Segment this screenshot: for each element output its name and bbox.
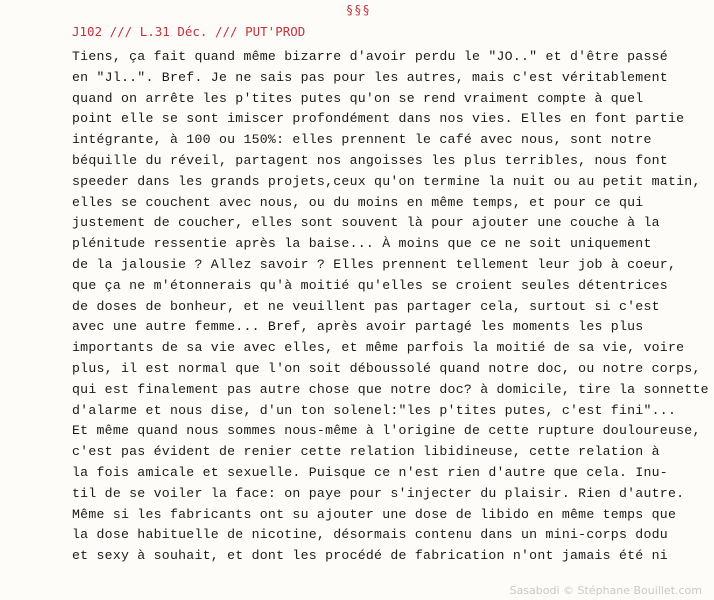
text-line: qui est finalement pas autre chose que notre doc? à domicile, tire la sonnette <box>72 381 709 397</box>
text-line: plus, il est normal que l'on soit déboussolé quand notre doc, ou notre corps, <box>72 360 701 376</box>
text-line: que ça ne m'étonnerais qu'à moitié qu'elles se croient seules détentrices <box>72 277 668 293</box>
text-line: béquille du réveil, partagent nos angoisses les plus terribles, nous font <box>72 152 668 168</box>
text-line: Même si les fabricants ont su ajouter une dose de libido en même temps que <box>72 506 677 522</box>
text-line: d'alarme et nous dise, d'un ton solenel:"les p'tites putes, c'est fini"... <box>72 402 677 418</box>
text-line: speeder dans les grands projets,ceux qu'on termine la nuit ou au petit matin, <box>72 173 701 189</box>
text-line: Tiens, ça fait quand même bizarre d'avoir perdu le "JO.." et d'être passé <box>72 49 668 64</box>
text-line: intégrante, à 100 ou 150%: elles prennent le café avec nous, sont notre <box>72 132 652 148</box>
body-text <box>72 47 709 567</box>
text-line: importants de sa vie avec elles, et même parfois la moitié de sa vie, voire <box>72 340 685 356</box>
text-line: plénitude ressentie après la baise... À moins que ce ne soit uniquement <box>72 236 652 252</box>
watermark-text: Sasabodi © Stéphane Bouillet.com <box>509 584 702 597</box>
text-line: et sexy à souhait, et dont les procédé de fabrication n'ont jamais été ni <box>72 548 668 564</box>
text-line: Et même quand nous sommes nous-même à l'origine de cette rupture douloureuse, <box>72 423 701 439</box>
text-line: point elle se sont imiscer profondément dans nos vies. Elles en font partie <box>72 111 685 127</box>
text-line: de doses de bonheur, et ne veuillent pas partager cela, surtout si c'est <box>72 298 660 314</box>
text-line: en "Jl..". Bref. Je ne sais pas pour les autres, mais c'est véritablement <box>72 69 668 85</box>
text-line: elles se couchent avec nous, ou du moins en même temps, et pour ce qui <box>72 194 644 210</box>
text-line: justement de coucher, elles sont souvent là pour ajouter une couche à la <box>72 215 660 231</box>
text-line: quand on arrête les p'tites putes qu'on se rend vraiment compte à quel <box>72 90 644 106</box>
section-mark: §§§ <box>346 3 371 17</box>
text-line: avec une autre femme... Bref, après avoir partagé les moments les plus <box>72 319 644 335</box>
text-line: de la jalousie ? Allez savoir ? Elles prennent tellement leur job à coeur, <box>72 256 677 272</box>
text-line: la dose habituelle de nicotine, désormais contenu dans un mini-corps dodu <box>72 527 668 543</box>
text-line: la fois amicale et sexuelle. Puisque ce n'est rien d'autre que cela. Inu- <box>72 464 668 480</box>
text-line: c'est pas évident de renier cette relation libidineuse, cette relation à <box>72 444 660 460</box>
text-line: til de se voiler la face: on paye pour s'injecter du plaisir. Rien d'autre. <box>72 485 685 501</box>
page-header: J102 /// L.31 Déc. /// PUT'PROD <box>72 24 306 39</box>
